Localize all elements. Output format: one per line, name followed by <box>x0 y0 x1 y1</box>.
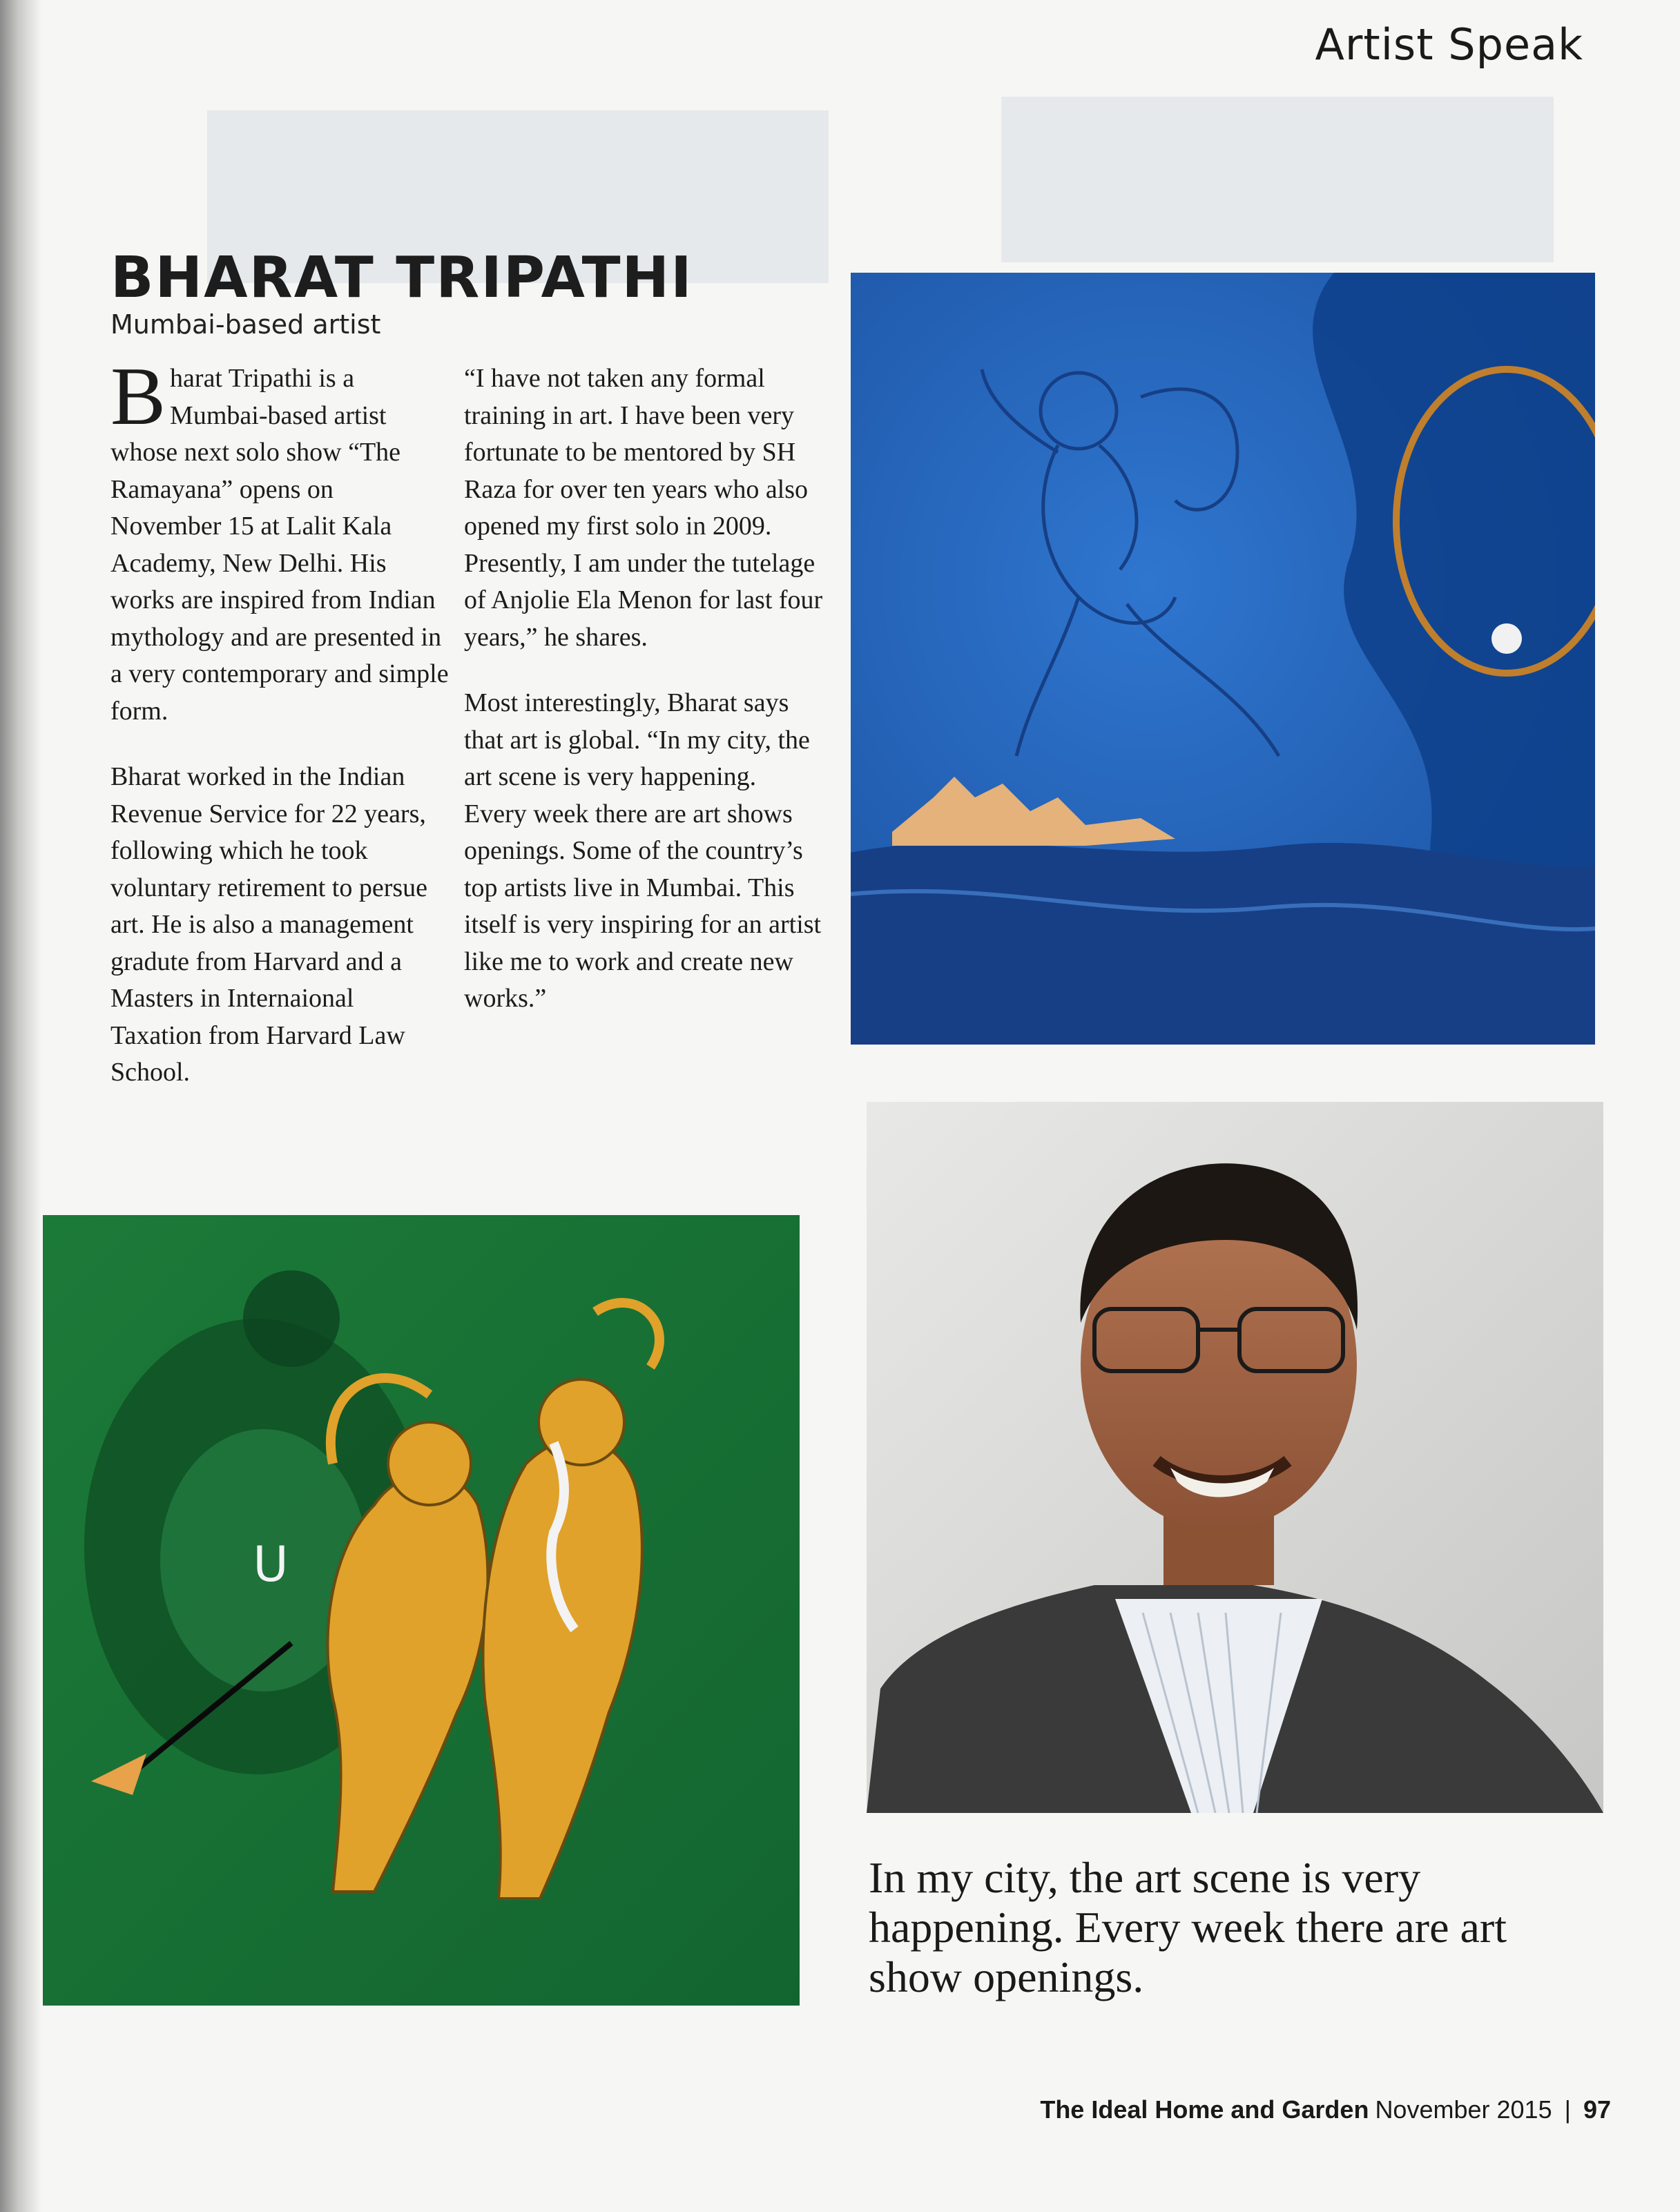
hanuman-flying-painting <box>851 273 1595 1045</box>
rama-hanuman-painting <box>43 1215 800 2006</box>
paragraph: Bharat worked in the Indian Revenue Service for 22 years, following which he took voluntary retirement to persue art. He is also a management gradute from Harvard and a Masters in Internaional Taxation from Harvard Law School. <box>110 762 428 1087</box>
painting-svg <box>851 273 1595 1045</box>
pull-quote: In my city, the art scene is very happening. Every week there are art show openings. <box>869 1853 1507 2001</box>
article-column-1 <box>110 350 449 1120</box>
page-gutter-shadow <box>0 0 41 2212</box>
portrait-svg <box>867 1102 1603 1813</box>
article-column-2 <box>464 360 823 1047</box>
artist-subtitle: Mumbai-based artist <box>110 309 381 340</box>
page-footer <box>1040 2095 1611 2124</box>
footer-separator: | <box>1564 2095 1571 2124</box>
section-label: Artist Speak <box>1315 19 1583 70</box>
artist-name-headline: BHARAT TRIPATHI <box>110 245 693 311</box>
paragraph <box>110 350 449 730</box>
issue-date: November 2015 <box>1375 2095 1552 2124</box>
drop-cap: B <box>110 350 166 442</box>
paragraph: Most interestingly, Bharat says that art is global. “In my city, the art scene is very happening. Every week there are art shows openings. Some of the country’s top artists live in Mumbai. This itself is very inspiring for an artist like me to work and create new works.” <box>464 688 822 1013</box>
tilak-mark: U <box>253 1536 289 1593</box>
page-number: 97 <box>1583 2095 1611 2124</box>
show-through-shape <box>1001 97 1554 262</box>
magazine-name: The Ideal Home and Garden <box>1040 2095 1369 2124</box>
paragraph: “I have not taken any formal training in art. I have been very fortunate to be mentored by SH Raza for over ten years who also opened my first solo in 2009. Presently, I am under the tutelage of Anjolie Ela Menon for last four years,” he shares. <box>464 364 823 652</box>
artist-portrait-photo <box>867 1102 1603 1813</box>
paragraph-text: harat Tripathi is a Mumbai-based artist whose next solo show “The Ramayana” opens on November 15 at Lalit Kala Academy, New Delhi. His works are inspired from Indian mythology and are presented in a very contemporary and simple form. <box>110 364 449 726</box>
painting-svg <box>43 1215 800 2006</box>
